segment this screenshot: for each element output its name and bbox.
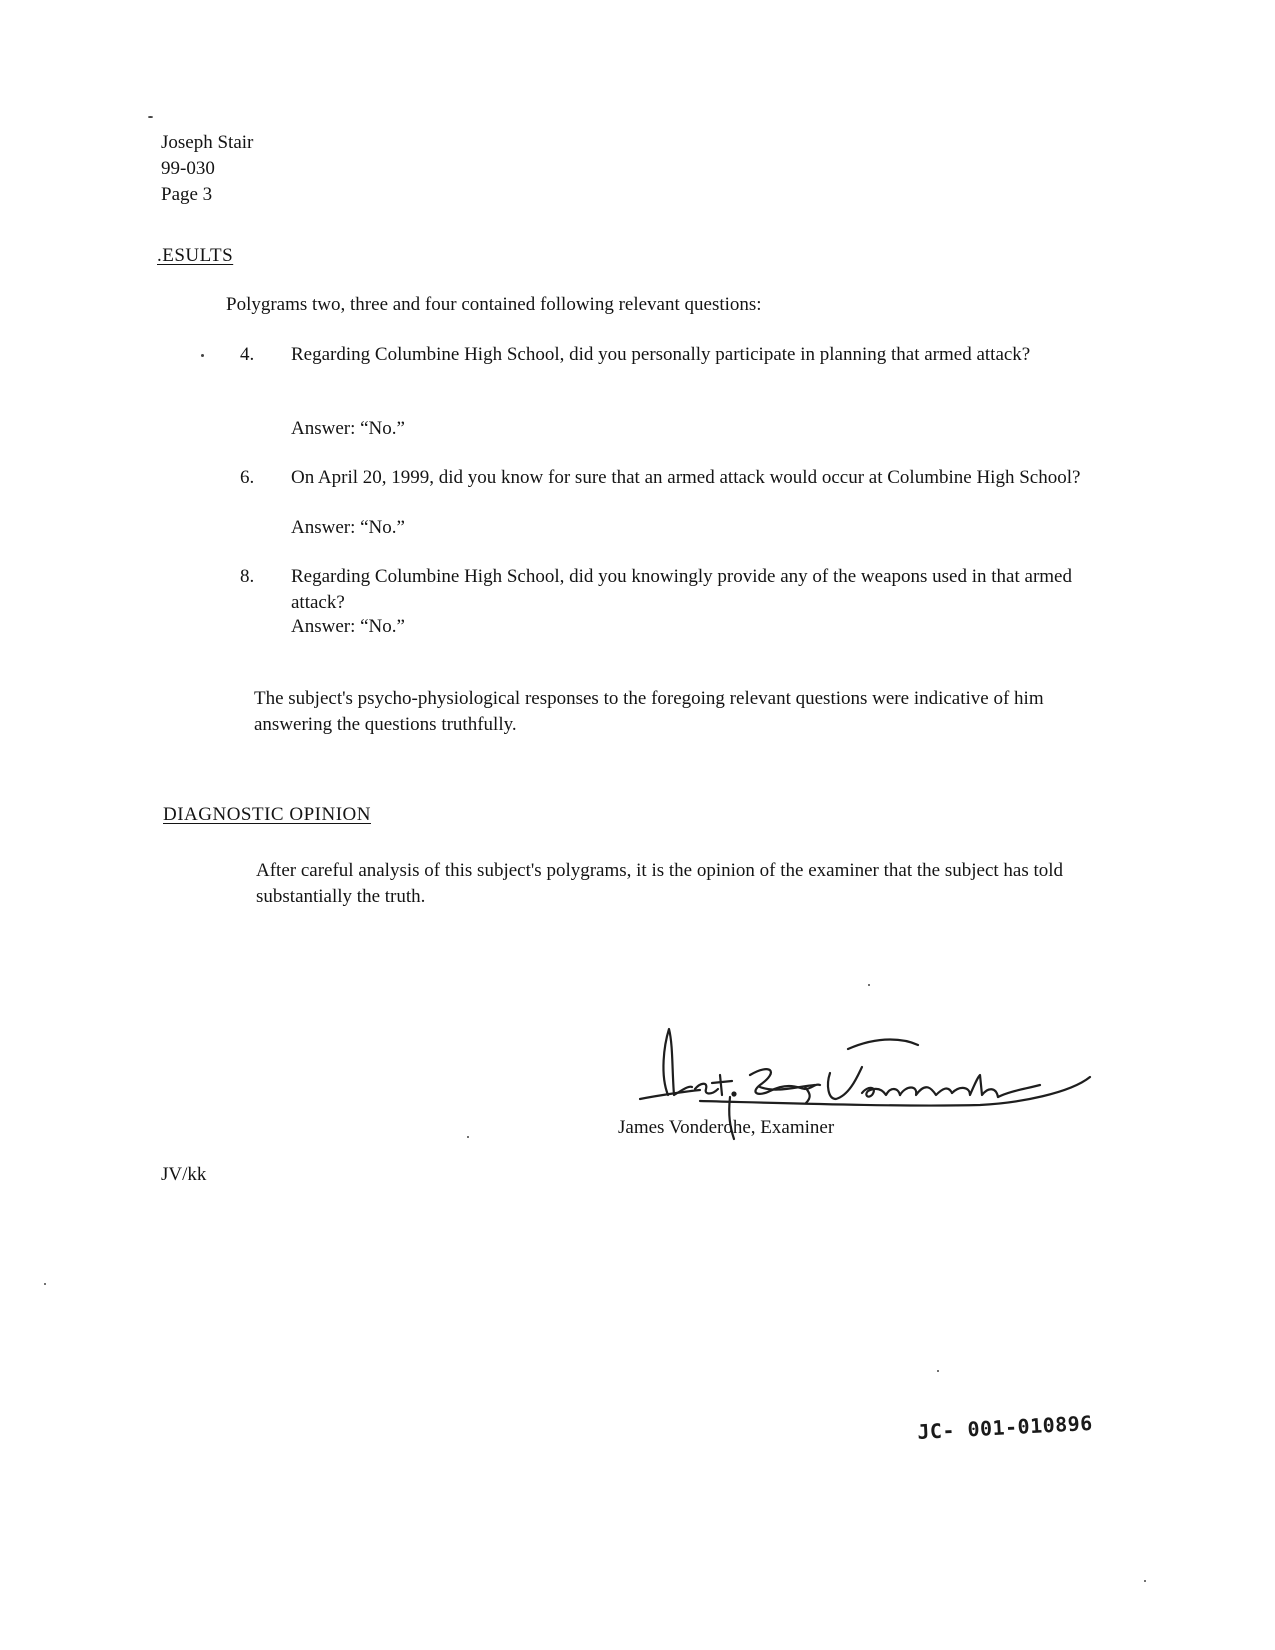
results-conclusion: The subject's psycho-physiological responses to the foregoing relevant questions were indicative of him answering the questions truthfully. xyxy=(254,688,1044,735)
page-number: Page 3 xyxy=(161,184,213,205)
typist-initials: JV/kk xyxy=(161,1164,207,1185)
document-header xyxy=(161,130,253,208)
question-text: On April 20, 1999, did you know for sure that an armed attack would occur at Columbine High School? xyxy=(291,467,1081,488)
question-number: 4. xyxy=(240,344,255,365)
diagnostic-heading: DIAGNOSTIC OPINION xyxy=(163,804,371,825)
question-number: 6. xyxy=(240,467,255,488)
examiner-name: James Vonderohe, Examiner xyxy=(618,1117,835,1138)
question-answer: Answer: “No.” xyxy=(291,418,405,439)
question-number: 8. xyxy=(240,566,255,587)
scan-speck xyxy=(44,1283,46,1285)
scan-speck xyxy=(1144,1580,1146,1582)
scan-speck xyxy=(937,1370,939,1372)
question-answer: Answer: “No.” xyxy=(291,616,405,637)
results-intro: Polygrams two, three and four contained following relevant questions: xyxy=(226,294,762,315)
case-number: 99-030 xyxy=(161,158,215,179)
question-text: Regarding Columbine High School, did you personally participate in planning that armed attack? xyxy=(291,344,1031,365)
diagnostic-text: After careful analysis of this subject's polygrams, it is the opinion of the examiner that the subject has told substantially the truth. xyxy=(256,860,1064,907)
scan-speck xyxy=(467,1136,469,1138)
question-answer: Answer: “No.” xyxy=(291,517,405,538)
scan-speck xyxy=(148,116,153,118)
question-text: Regarding Columbine High School, did you knowingly provide any of the weapons used in that armed attack? xyxy=(291,566,1072,613)
scan-speck xyxy=(201,354,204,357)
scan-speck xyxy=(868,984,870,986)
results-heading: .ESULTS xyxy=(157,245,234,266)
subject-name: Joseph Stair xyxy=(161,132,254,153)
bates-stamp: JC- 001-010896 xyxy=(916,1410,1094,1444)
